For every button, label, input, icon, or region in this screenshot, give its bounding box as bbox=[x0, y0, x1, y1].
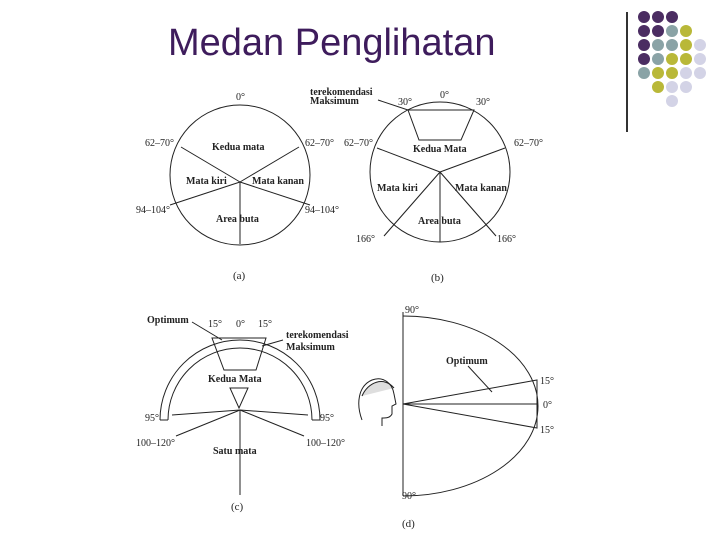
d-opt-leader bbox=[468, 366, 492, 392]
c-recommended-label: terekomendasi bbox=[286, 330, 349, 341]
c-optimum-triangle bbox=[230, 388, 248, 408]
a-upper-right-label: 62–70° bbox=[305, 138, 334, 149]
c-both-eyes-label: Kedua Mata bbox=[208, 374, 262, 385]
b-upper-right-label: 62–70° bbox=[514, 138, 543, 149]
c-caption: (c) bbox=[231, 501, 244, 513]
c-top-label: 0° bbox=[236, 319, 245, 330]
d-upper-label: 15° bbox=[540, 376, 554, 387]
c-lower-left-label: 100–120° bbox=[136, 438, 175, 449]
slide-title: Medan Penglihatan bbox=[168, 22, 496, 64]
a-upper-left-label: 62–70° bbox=[145, 138, 174, 149]
c-optimum-label: Optimum bbox=[147, 315, 189, 326]
b-blind-area-label: Area buta bbox=[418, 216, 461, 227]
d-field-arc bbox=[403, 316, 538, 496]
d-center-label: 0° bbox=[543, 400, 552, 411]
d-head-icon bbox=[359, 379, 396, 426]
a-right-eye-label: Mata kanan bbox=[252, 176, 304, 187]
c-top-right-label: 15° bbox=[258, 319, 272, 330]
d-bottom-label: 90° bbox=[402, 491, 416, 502]
c-top-left-label: 15° bbox=[208, 319, 222, 330]
c-mid-left-label: 95° bbox=[145, 413, 159, 424]
b-upper-left-label: 62–70° bbox=[344, 138, 373, 149]
b-top-label: 0° bbox=[440, 90, 449, 101]
b-caption: (b) bbox=[431, 272, 444, 284]
a-lower-left-label: 94–104° bbox=[136, 205, 170, 216]
d-lower-label: 15° bbox=[540, 425, 554, 436]
a-top-label: 0° bbox=[236, 92, 245, 103]
a-left-eye-label: Mata kiri bbox=[186, 176, 227, 187]
d-top-label: 90° bbox=[405, 305, 419, 316]
a-both-eyes-label: Kedua mata bbox=[212, 142, 265, 153]
b-lower-left-label: 166° bbox=[356, 234, 375, 245]
b-left-eye-label: Mata kiri bbox=[377, 183, 418, 194]
c-maximum-label: Maksimum bbox=[286, 342, 335, 353]
b-top-left-label: 30° bbox=[398, 97, 412, 108]
diagram-d bbox=[403, 312, 538, 496]
b-top-right-label: 30° bbox=[476, 97, 490, 108]
c-lower-right-label: 100–120° bbox=[306, 438, 345, 449]
b-lower-right-label: 166° bbox=[497, 234, 516, 245]
b-both-eyes-label: Kedua Mata bbox=[413, 144, 467, 155]
d-caption: (d) bbox=[402, 518, 415, 530]
a-lower-right-label: 94–104° bbox=[305, 205, 339, 216]
a-caption: (a) bbox=[233, 270, 246, 282]
c-single-eye-label: Satu mata bbox=[213, 446, 257, 457]
c-mid-right-label: 95° bbox=[320, 413, 334, 424]
b-recommended-trapezoid bbox=[408, 110, 474, 140]
d-optimum-label: Optimum bbox=[446, 356, 488, 367]
a-blind-area-label: Area buta bbox=[216, 214, 259, 225]
b-maximum-label: Maksimum bbox=[310, 96, 359, 107]
b-right-eye-label: Mata kanan bbox=[455, 183, 507, 194]
b-recommended-label: terekomendasi bbox=[310, 87, 373, 98]
